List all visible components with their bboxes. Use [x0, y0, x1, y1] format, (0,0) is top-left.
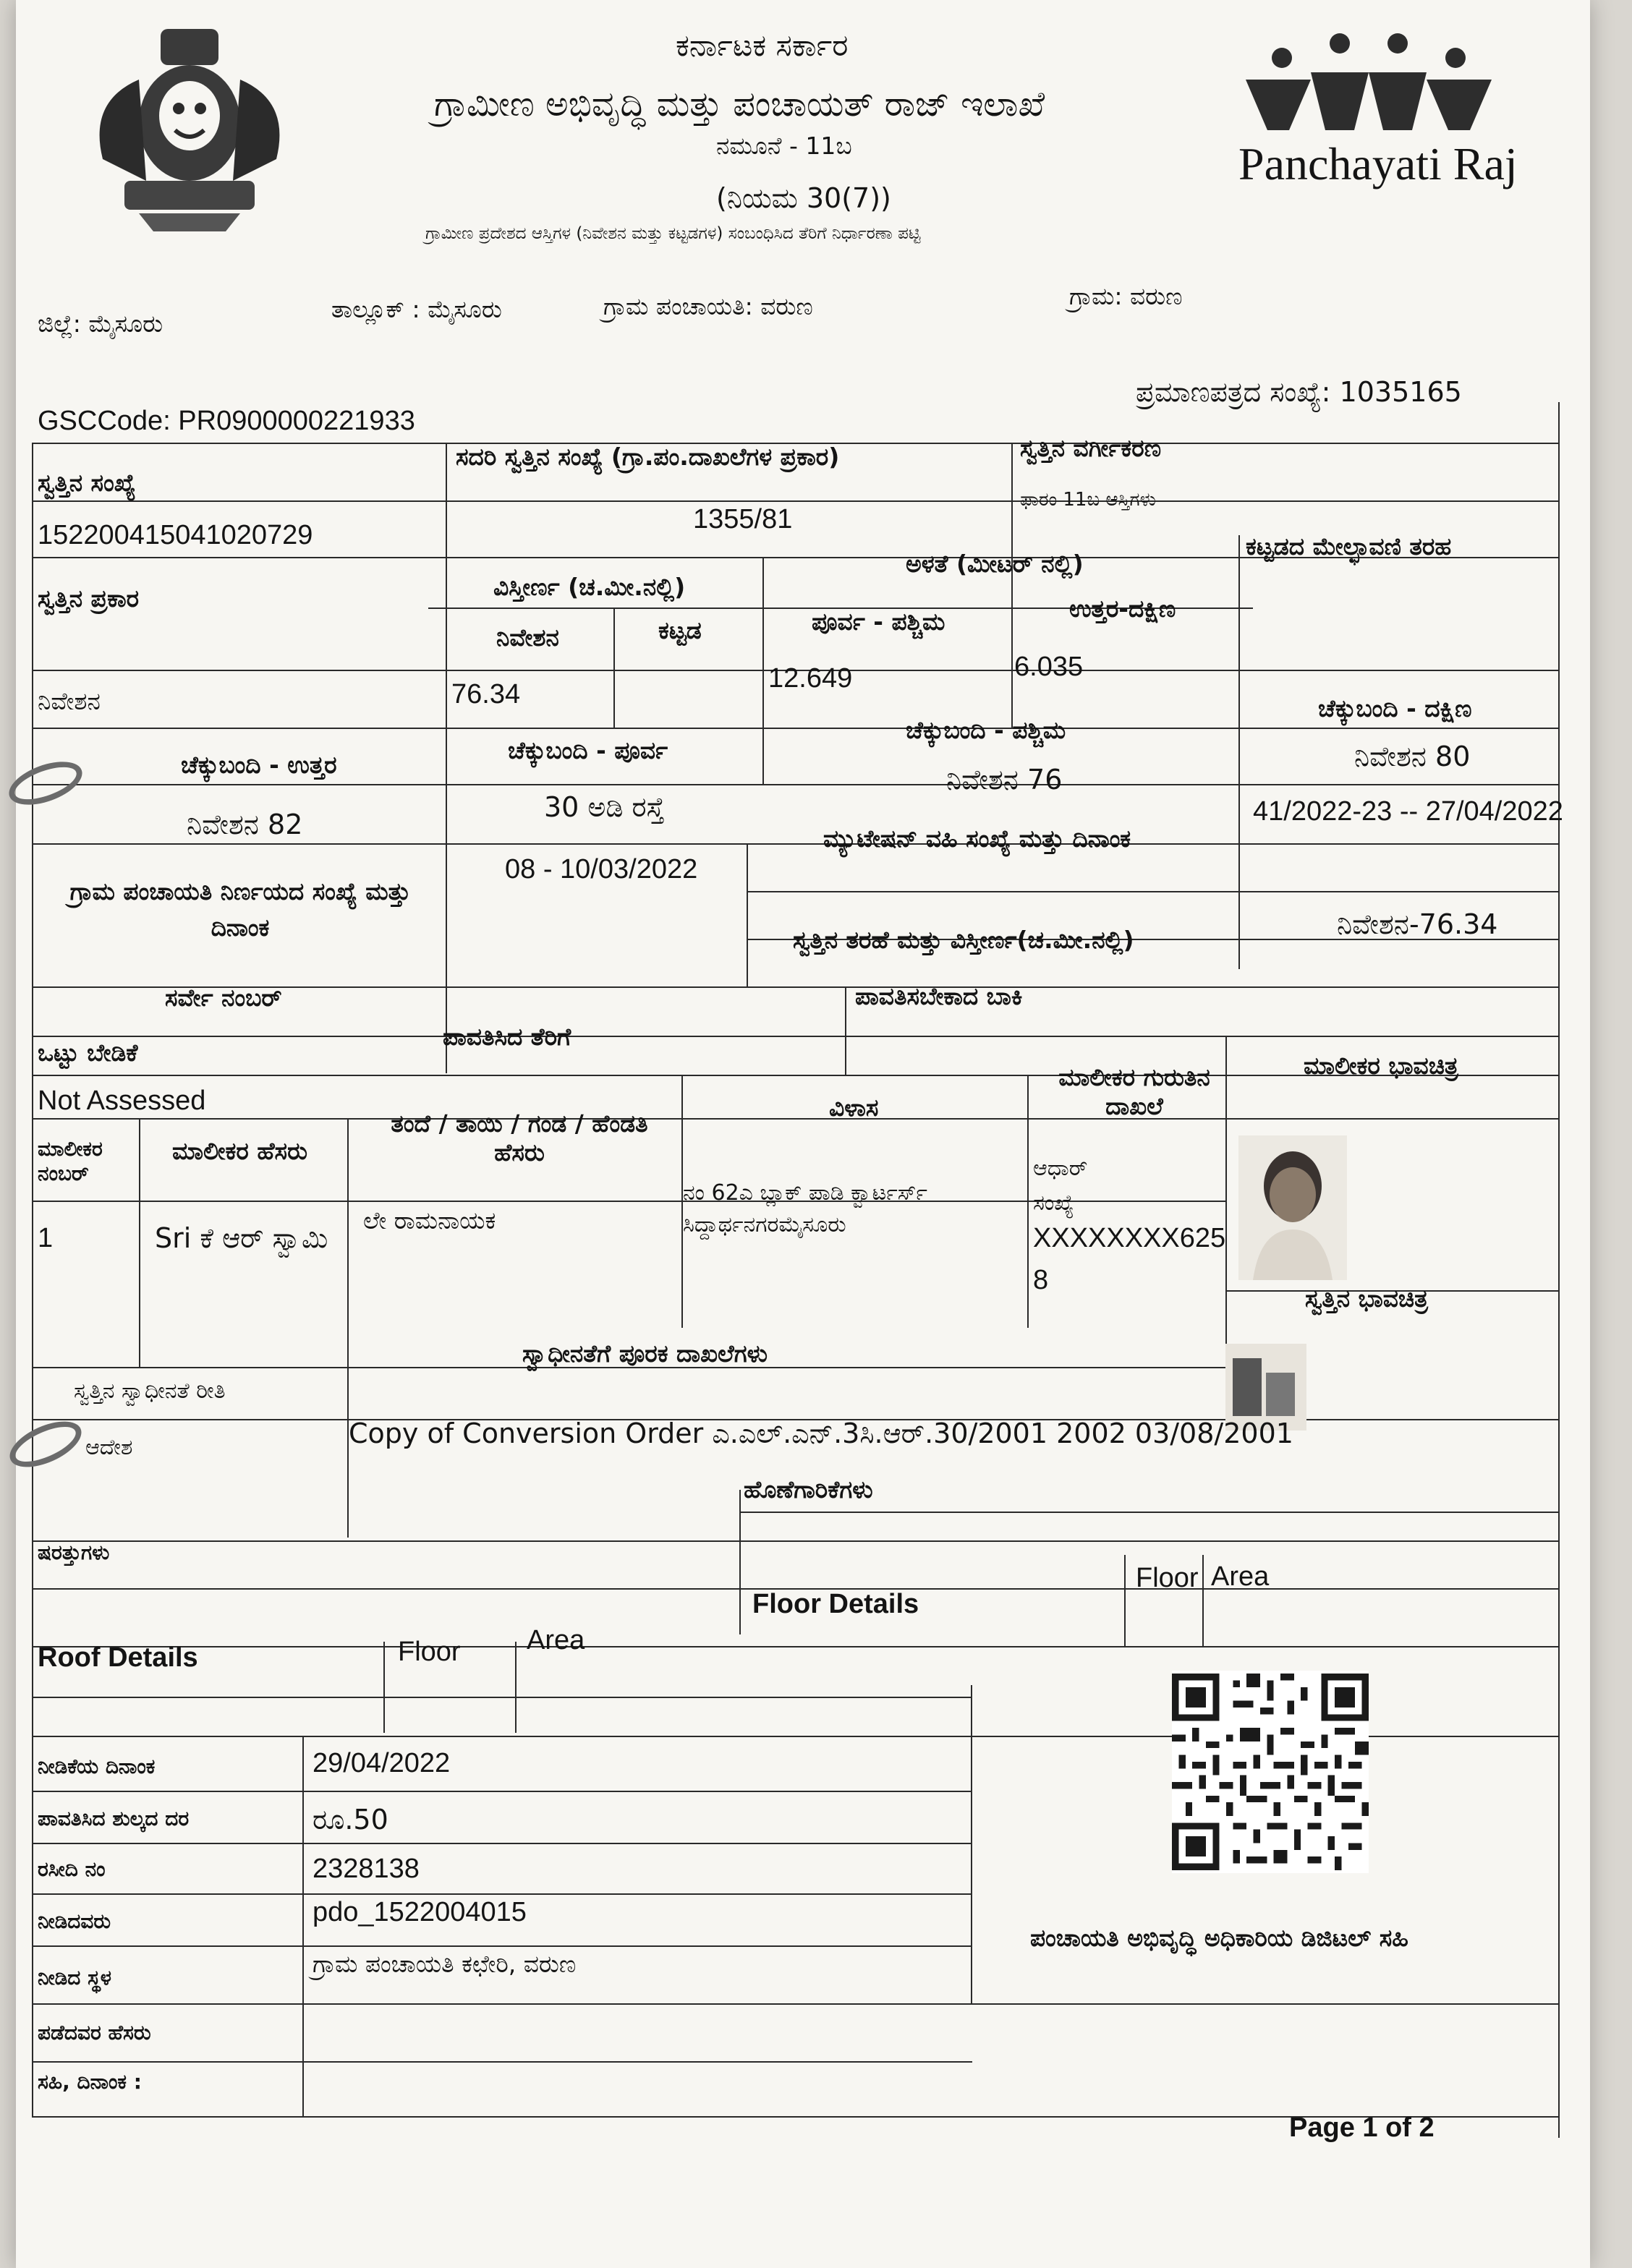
karnataka-emblem-icon [74, 14, 305, 231]
building-column-label: ಕಟ್ಟಡ [658, 616, 702, 644]
property-type-label: ಸ್ವತ್ತಿನ ಪ್ರಕಾರ [38, 584, 140, 613]
roof-type-label: ಕಟ್ಟಡದ ಮೇಲ್ಛಾವಣಿ ತರಹ [1246, 532, 1452, 560]
dept-title: ಗ್ರಾಮೀಣ ಅಭಿವೃದ್ಧಿ ಮತ್ತು ಪಂಚಾಯತ್ ರಾಜ್ ಇಲಾಖೆ [434, 84, 1045, 124]
liabilities-label: ಹೊಣೆಗಾರಿಕೆಗಳು [744, 1475, 873, 1504]
west-boundary-label: ಚೆಕ್ಕುಬಂದಿ - ಪಶ್ಚಿಮ [906, 716, 1066, 744]
page-number: Page 1 of 2 [1289, 2113, 1435, 2143]
property-number-label: ಸ್ವತ್ತಿನ ಸಂಖ್ಯೆ [38, 469, 136, 497]
property-photo-label: ಸ್ವತ್ತಿನ ಭಾವಚಿತ್ರ [1305, 1284, 1428, 1313]
owner-number: 1 [38, 1223, 54, 1253]
gsc-code: GSCCode: PR0900000221933 [38, 406, 415, 436]
mutation-value: 41/2022-23 -- 27/04/2022 [1253, 796, 1563, 827]
old-property-number-label: ಸದರಿ ಸ್ವತ್ತಿನ ಸಂಖ್ಯೆ (ಗ್ರಾ.ಪಂ.ದಾಖಲೆಗಳ ಪ್ರಕಾರ) [456, 443, 840, 471]
govt-title: ಕರ್ನಾಟಕ ಸರ್ಕಾರ [676, 27, 849, 63]
area-label: ವಿಸ್ತೀರ್ಣ (ಚ.ಮೀ.ನಲ್ಲಿ) [493, 573, 686, 601]
classification-label: ಸ್ವತ್ತಿನ ವರ್ಗೀಕರಣ [1020, 434, 1162, 462]
north-south-label: ಉತ್ತರ-ದಕ್ಷಿಣ [1069, 594, 1176, 623]
qr-code-icon [1172, 1671, 1369, 1873]
dimensions-label: ಅಳತೆ (ಮೀಟರ್ ನಲ್ಲಿ) [906, 550, 1084, 578]
floor-details-label: Floor Details [752, 1589, 919, 1619]
old-property-number: 1355/81 [693, 504, 793, 534]
form-sheet [16, 0, 1590, 2268]
issue-date-label: ನೀಡಿಕೆಯ ದಿನಾಂಕ [38, 1755, 156, 1778]
east-west-label: ಪೂರ್ವ - ಪಶ್ಚಿಮ [812, 608, 945, 636]
east-boundary-value: 30 ಅಡಿ ರಸ್ತೆ [544, 791, 665, 823]
mutation-label: ಮ್ಯುಟೇಷನ್ ವಹಿ ಸಂಖ್ಯೆ ಮತ್ತು ದಿನಾಂಕ [823, 824, 1131, 853]
receipt-label: ರಸೀದಿ ನಂ [38, 1857, 106, 1881]
table-border-left [32, 443, 33, 2118]
area-header-left: Area [527, 1625, 585, 1655]
ownership-document: Copy of Conversion Order ಎ.ಎಲ್.ಎನ್.3ಸಿ.ಆರ್.30/2001 2002 03/08/2001 [349, 1418, 1293, 1449]
form-number: ನಮೂನೆ - 11ಬ [716, 132, 852, 160]
owner-photo [1238, 1135, 1347, 1280]
pdo-signature-label: ಪಂಚಾಯತಿ ಅಭಿವೃದ್ಧಿ ಅಧಿಕಾರಿಯ ಡಿಜಿಟಲ್ ಸಹಿ [1030, 1924, 1408, 1952]
floor-header-left: Floor [398, 1637, 461, 1667]
tax-paid-label: ಪಾವತಿಸಿದ ತೆರಿಗೆ [443, 1023, 571, 1051]
id-doc-number: XXXXXXXX625 [1033, 1223, 1226, 1253]
gp-resolution-label: ಗ್ರಾಮ ಪಂಚಾಯತಿ ನಿರ್ಣಯದ ಸಂಖ್ಯೆ ಮತ್ತು ದಿನಾಂಕ [69, 877, 411, 942]
taluk-label: ತಾಲ್ಲೂಕ್ : ಮೈಸೂರು [331, 295, 502, 323]
north-boundary-value: ನಿವೇಶನ 82 [187, 809, 303, 840]
conditions-label: ಷರತ್ತುಗಳು [38, 1540, 110, 1564]
district-label: ಜಿಲ್ಲೆ: ಮೈಸೂರು [38, 310, 163, 338]
rule-number: (ನಿಯಮ 30(7)) [716, 182, 891, 214]
west-boundary-value: ನಿವೇಶನ 76 [946, 764, 1063, 796]
relative-name: ಲೇ ರಾಮನಾಯಕ [363, 1206, 496, 1235]
id-doc-type: ಆಧಾರ್ [1033, 1156, 1088, 1181]
floor-header-right: Floor [1136, 1563, 1199, 1593]
owner-name: Sri ಕೆ ಆರ್ ಸ್ವಾಮಿ [155, 1222, 328, 1254]
north-south-value: 6.035 [1014, 652, 1084, 682]
signature-date-label: ಸಹಿ, ದಿನಾಂಕ : [38, 2070, 142, 2094]
relative-name-header: ತಂದೆ / ತಾಯಿ / ಗಂಡ / ಹೆಂಡತಿ ಹೆಸರು [391, 1109, 648, 1167]
tax-demand-value: Not Assessed [38, 1086, 206, 1116]
south-boundary-label: ಚೆಕ್ಕುಬಂದಿ - ದಕ್ಷಿಣ [1318, 694, 1472, 722]
receipt-number: 2328138 [313, 1854, 420, 1884]
owner-number-header: ಮಾಲೀಕರ ನಂಬರ್ [38, 1137, 103, 1185]
issued-by-label: ನೀಡಿದವರು [38, 1909, 111, 1933]
east-west-value: 12.649 [768, 663, 853, 694]
village-label: ಗ್ರಾಮ: ವರುಣ [1069, 282, 1183, 310]
fee-value: ರೂ.50 [313, 1804, 388, 1836]
tax-demand-label: ಒಟ್ಟು ಬೇಡಿಕೆ [38, 1039, 138, 1067]
north-boundary-label: ಚೆಕ್ಕುಬಂದಿ - ಉತ್ತರ [181, 751, 337, 779]
owner-photo-header: ಮಾಲೀಕರ ಭಾವಚಿತ್ರ [1304, 1052, 1458, 1080]
ownership-mode-label: ಸ್ವತ್ತಿನ ಸ್ವಾಧೀನತೆ ರೀತಿ [74, 1378, 226, 1404]
issue-date: 29/04/2022 [313, 1748, 451, 1778]
property-type-value: ನಿವೇಶನ [38, 687, 101, 715]
form-subtitle: ಗ್ರಾಮೀಣ ಪ್ರದೇಶದ ಆಸ್ತಿಗಳ (ನಿವೇಶನ ಮತ್ತು ಕಟ್ಟಡಗಳ) ಸಂಬಂಧಿಸಿದ ತೆರಿಗೆ ನಿರ್ಧಾರಣಾ ಪಟ್ಟಿ [425, 224, 921, 243]
area-header-right: Area [1211, 1561, 1270, 1592]
id-document-header: ಮಾಲೀಕರ ಗುರುತಿನ ದಾಖಲೆ [1058, 1063, 1210, 1120]
property-number: 152200415041020729 [38, 520, 313, 550]
gram-panchayat-label: ಗ್ರಾಮ ಪಂಚಾಯತಿ: ವರುಣ [603, 292, 813, 320]
id-doc-number-suffix: 8 [1033, 1265, 1049, 1295]
owner-address-line1: ನಂ 62ಎ ಬ್ಲಾಕ್ ಪಾಡಿ ಕ್ವಾರ್ಟರ್ಸ್ [683, 1180, 927, 1206]
classification-value: ಫಾರಂ 11ಬ ಆಸ್ತಿಗಳು [1020, 489, 1156, 511]
receiver-name-label: ಪಡೆದವರ ಹೆಸರು [38, 2021, 151, 2045]
certificate-number: ಪ್ರಮಾಣಪತ್ರದ ಸಂಖ್ಯೆ: 1035165 [1136, 376, 1462, 408]
south-boundary-value: ನಿವೇಶನ 80 [1354, 741, 1471, 772]
fee-label: ಪಾವತಿಸಿದ ಶುಲ್ಕದ ದರ [38, 1807, 190, 1830]
issued-by: pdo_1522004015 [313, 1897, 527, 1927]
balance-due-label: ಪಾವತಿಸಬೇಕಾದ ಬಾಕಿ [855, 982, 1023, 1010]
address-header: ವಿಳಾಸ [829, 1094, 879, 1122]
site-area-value: 76.34 [451, 679, 521, 709]
survey-number-label: ಸರ್ವೇ ನಂಬರ್ [165, 984, 282, 1012]
id-doc-number-label: ಸಂಖ್ಯೆ [1033, 1190, 1074, 1216]
ownership-docs-label: ಸ್ವಾಧೀನತೆಗೆ ಪೂರಕ ದಾಖಲೆಗಳು [522, 1339, 768, 1368]
deed-label: ಆದೇಶ [85, 1435, 133, 1460]
issue-place-label: ನೀಡಿದ ಸ್ಥಳ [38, 1966, 112, 1990]
site-column-label: ನಿವೇಶನ [496, 623, 559, 652]
roof-details-label: Roof Details [38, 1642, 198, 1673]
issue-place: ಗ್ರಾಮ ಪಂಚಾಯತಿ ಕಛೇರಿ, ವರುಣ [313, 1950, 577, 1978]
table-border-right [1558, 402, 1560, 2138]
east-boundary-label: ಚೆಕ್ಕುಬಂದಿ - ಪೂರ್ವ [508, 736, 668, 764]
owner-address-line2: ಸಿದ್ದಾರ್ಥನಗರಮೈಸೂರು [683, 1212, 846, 1237]
type-area-value: ನಿವೇಶನ-76.34 [1337, 908, 1498, 940]
owner-name-header: ಮಾಲೀಕರ ಹೆಸರು [172, 1137, 308, 1165]
panchayati-raj-logo-text: Panchayati Raj [1238, 138, 1518, 189]
type-area-label: ಸ್ವತ್ತಿನ ತರಹೆ ಮತ್ತು ವಿಸ್ತೀರ್ಣ(ಚ.ಮೀ.ನಲ್ಲಿ) [793, 926, 1134, 954]
gp-resolution-value: 08 - 10/03/2022 [505, 854, 698, 884]
